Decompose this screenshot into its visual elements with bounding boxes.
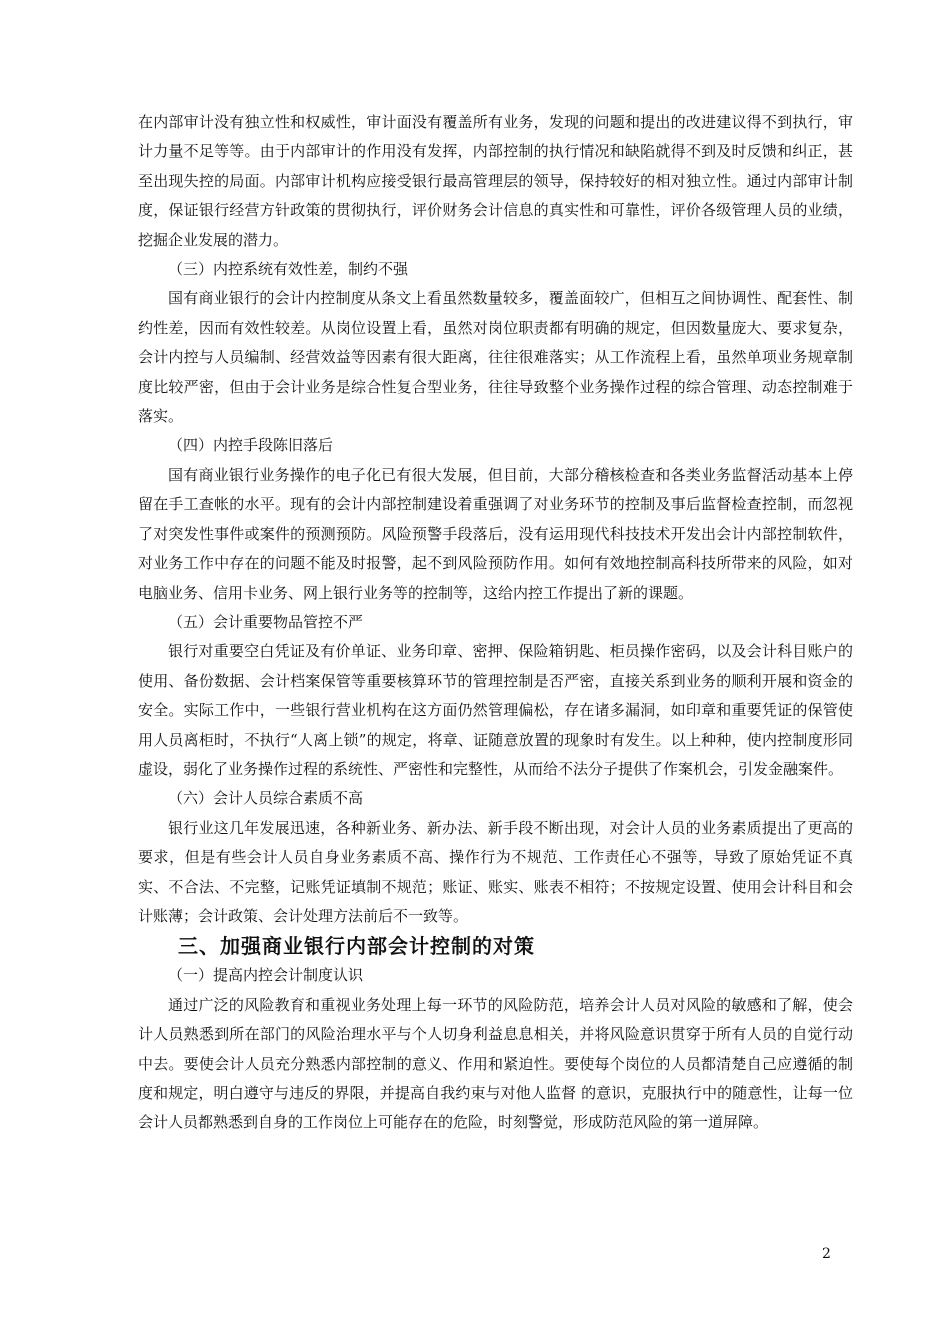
paragraph-personnel: 银行业这几年发展迅速，各种新业务、新办法、新手段不断出现，对会计人员的业务素质提出了更高的要求，但是有些会计人员自身业务素质不高、操作行为不规范、工作责任心不强等，导致了原始凭证不真实、不合法、不完整，记账凭证填制不规范；账证、账实、账表不相符；不按规定设置、使用会计科目和会计账薄；会计政策、会计处理方法前后不一致等。 <box>138 818 853 925</box>
page-number: 2 <box>822 1246 831 1262</box>
subheading-1: （一）提高内控会计制度认识 <box>168 966 364 985</box>
paragraph-methods: 国有商业银行业务操作的电子化已有很大发展，但目前，大部分稽核检查和各类业务监督活动基本上停留在手工查帐的水平。现有的会计内部控制建设着重强调了对业务环节的控制及事后监督检查控制，而忽视了对突发性事件或案件的预测预防。风险预警手段落后，没有运用现代科技技术开发出会计内部控制软件，对业务工作中存在的问题不能及时报警，起不到风险预防作用。如何有效地控制高科技所带来的风险，如对电脑业务、信用卡业务、网上银行业务等的控制等，这给内控工作提出了新的课题。 <box>138 465 853 602</box>
paragraph-awareness: 通过广泛的风险教育和重视业务处理上每一环节的风险防范，培养会计人员对风险的敏感和了解，使会计人员熟悉到所在部门的风险治理水平与个人切身利益息息相关，并将风险意识贯穿于所有人员的自觉行动中去。要使会计人员充分熟悉内部控制的意义、作用和紧迫性。要使每个岗位的人员都清楚自己应遵循的制度和规定，明白遵守与违反的界限，并提高自我约束与对他人监督 的意识，克服执行中的随意性，让每一位会计人员都熟悉到自身的工作岗位上可能存在的危险，时刻警觉，形成防范风险的第一道屏障。 <box>138 995 853 1132</box>
paragraph-audit: 在内部审计没有独立性和权威性，审计面没有覆盖所有业务，发现的问题和提出的改进建议得不到执行，审计力量不足等等。由于内部审计的作用没有发挥，内部控制的执行情况和缺陷就得不到及时反馈和纠正，甚至出现失控的局面。内部审计机构应接受银行最高管理层的领导，保持较好的相对独立性。通过内部审计制度，保证银行经营方针政策的贯彻执行，评价财务会计信息的真实性和可靠性，评价各级管理人员的业绩，挖掘企业发展的潜力。 <box>138 113 853 249</box>
section-heading-3: 三、加强商业银行内部会计控制的对策 <box>178 934 535 959</box>
subheading-6: （六）会计人员综合素质不高 <box>168 789 364 808</box>
subheading-5: （五）会计重要物品管控不严 <box>168 612 364 631</box>
subheading-3: （三）内控系统有效性差，制约不强 <box>168 260 409 279</box>
document-body <box>138 108 853 1138</box>
subheading-4: （四）内控手段陈旧落后 <box>168 436 334 455</box>
paragraph-items: 银行对重要空白凭证及有价单证、业务印章、密押、保险箱钥匙、柜员操作密码，以及会计科目账户的使用、备份数据、会计档案保管等重要核算环节的管理控制是否严密，直接关系到业务的顺利开展和资金的安全。实际工作中，一些银行营业机构在这方面仍然管理偏松，存在诸多漏洞，如印章和重要凭证的保管使用人员离柜时，不执行“人离上锁”的规定，将章、证随意放置的现象时有发生。以上种种，使内控制度形同虚设，弱化了业务操作过程的系统性、严密性和完整性，从而给不法分子提供了作案机会，引发金融案件。 <box>138 642 853 778</box>
paragraph-effectiveness: 国有商业银行的会计内控制度从条文上看虽然数量较多，覆盖面较广，但相互之间协调性、配套性、制约性差，因而有效性较差。从岗位设置上看，虽然对岗位职责都有明确的规定，但因数量庞大、要求复杂，会计内控与人员编制、经营效益等因素有很大距离，往往很难落实；从工作流程上看，虽然单项业务规章制度比较严密，但由于会计业务是综合性复合型业务，往往导致整个业务操作过程的综合管理、动态控制难于落实。 <box>138 289 853 426</box>
